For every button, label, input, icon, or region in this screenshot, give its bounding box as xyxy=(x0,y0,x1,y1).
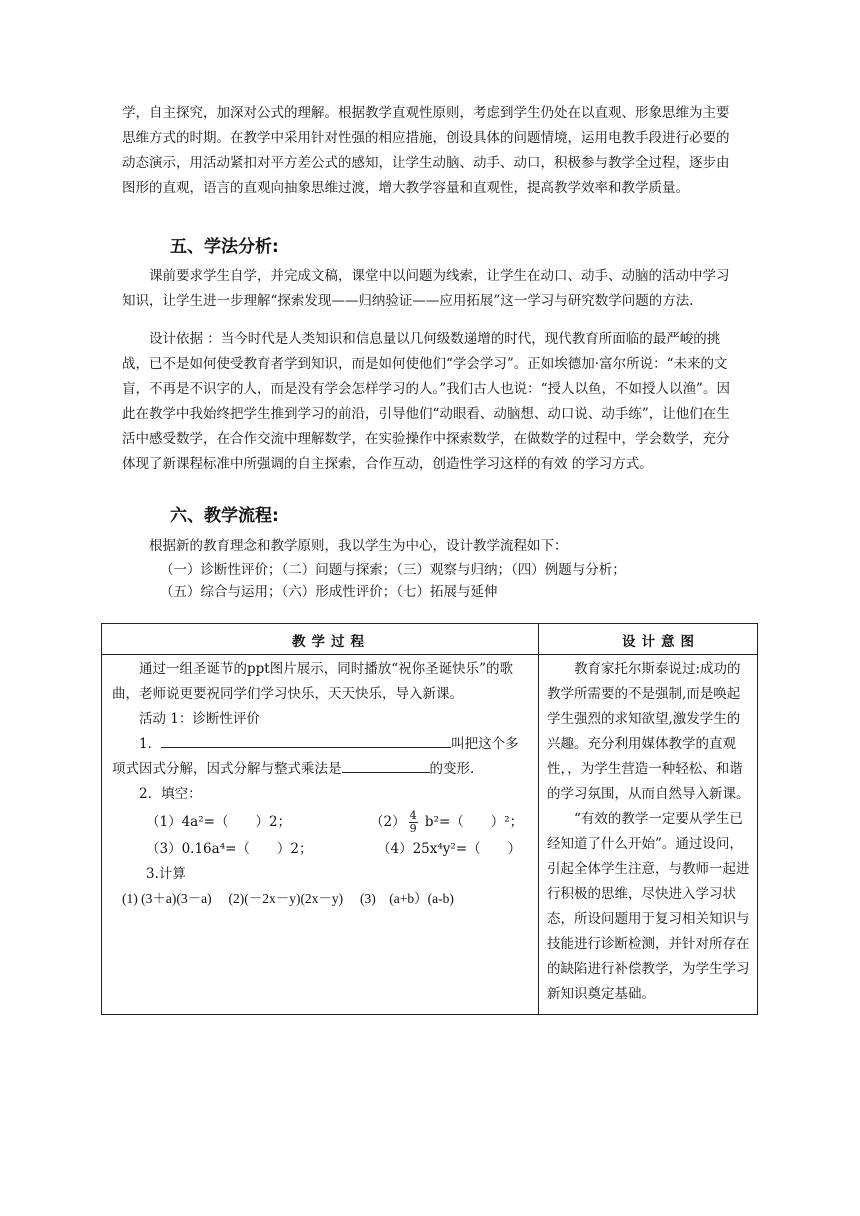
q1-blank-1 xyxy=(161,733,451,748)
header-divider xyxy=(102,654,757,655)
calc-expressions: (1) (3＋a)(3－a) (2)(－2x－y)(2x－y) (3) (a+b）(a-b) xyxy=(122,891,454,906)
section-6-line-2: （一）诊断性评价；（二）问题与探索；（三）观察与归纳；（四）例题与分析； xyxy=(160,562,626,578)
design-intent-2: “有效的教学一定要从学生已经知道了什么开始”。通过设问，引起全体学生注意，与教师一起进行积极的思维，尽快进入学习状态，所设问题用于复习相关知识与技能进行诊断检测，并针对所存在的缺陷进行补偿教学，为学生学习新知识奠定基础。 xyxy=(547,811,750,1002)
q1-blank-2 xyxy=(342,758,430,773)
question-1 xyxy=(139,732,534,757)
question-3: 3.计算 xyxy=(146,866,186,882)
q1-number: 1． xyxy=(139,736,162,752)
q1-line2a: 项式因式分解，因式分解与整式乘法是 xyxy=(112,761,342,777)
fill-2 xyxy=(370,810,523,835)
fraction-4-9 xyxy=(409,810,418,835)
process-intro: 通过一组圣诞节的ppt图片展示，同时播放“祝你圣诞快乐”的歌曲，老师说更要祝同学们学习快乐，天天快乐，导入新课。 xyxy=(112,661,514,702)
activity-label: 活动 1：诊断性评价 xyxy=(139,711,260,727)
design-intent-1: 教育家托尔斯泰说过:成功的教学所需要的不是强制,而是唤起学生强烈的求知欲望,激发学生的兴趣。充分利用媒体教学的直观性，，为学生营造一种轻松、和谐的学习氛围，从而自然导入新课。 xyxy=(547,661,750,802)
fraction-numerator: 4 xyxy=(409,809,417,822)
fill-3: （3）0.16a⁴=（ ）2； xyxy=(146,841,313,857)
question-1-continued xyxy=(112,757,532,782)
intro-paragraph: 学，自主探究，加深对公式的理解。根据教学直观性原则，考虑到学生仍处在以直观、形象思维为主要思维方式的时期。在教学中采用针对性强的相应措施，创设具体的问题情境，运用电教手段进行必要的动态演示，用活动紧扣对平方差公式的感知，让学生动脑、动手、动口，积极参与教学全过程，逐步由图形的直观，语言的直观向抽象思维过渡，增大教学容量和直观性，提高教学效率和教学质量。 xyxy=(122,105,730,196)
fill-4: （4）25x⁴y²=（ ） xyxy=(377,841,522,857)
section-5-para-2: 设计依据 ：当今时代是人类知识和信息量以几何级数递增的时代，现代教育所面临的最严峻的挑战，已不是如何使受教育者学到知识，而是如何使他们“学会学习”。正如埃德加·富尔所说：“未来的文盲，不再是不识字的人，而是没有学会怎样学习的人。”我们古人也说：“授人以鱼，不如授人以渔”。因此在教学中我始终把学生推到学习的前沿，引导他们“动眼看、动脑想、动口说、动手练”，让他们在生活中感受数学，在合作交流中理解数学，在实验操作中探索数学，在做数学的过程中，学会数学，充分体现了新课程标准中所强调的自主探索，合作互动，创造性学习这样的有效 的学习方式。 xyxy=(122,331,730,472)
section-5-para-1: 课前要求学生自学，并完成文稿，课堂中以问题为线索，让学生在动口、动手、动脑的活动中学习知识，让学生进一步理解“探索发现——归纳验证——应用拓展”这一学习与研究数学问题的方法. xyxy=(122,268,730,309)
section-6-line-3: （五）综合与运用；（六）形成性评价；（七）拓展与延伸 xyxy=(160,584,498,600)
fill-1: （1）4a²=（ ）2； xyxy=(146,814,292,830)
lesson-table xyxy=(101,623,758,1015)
fraction-denominator: 9 xyxy=(409,822,417,835)
fill-2-suffix: b²=（ ）²； xyxy=(420,814,524,830)
question-2: 2．填空： xyxy=(139,786,202,802)
header-teaching-process: 教学过程 xyxy=(292,634,370,650)
header-design-intent: 设计意图 xyxy=(622,634,700,650)
q1-line2b: 的变形. xyxy=(429,761,475,777)
column-divider xyxy=(538,624,539,1014)
fill-2-prefix: （2） xyxy=(370,814,406,830)
section-5-heading: 五、学法分析: xyxy=(170,237,279,257)
q1-text: 叫把这个多 xyxy=(451,736,519,752)
section-6-heading: 六、教学流程: xyxy=(170,506,279,526)
section-6-para-1: 根据新的教育理念和教学原则，我以学生为中心，设计教学流程如下： xyxy=(149,538,568,554)
